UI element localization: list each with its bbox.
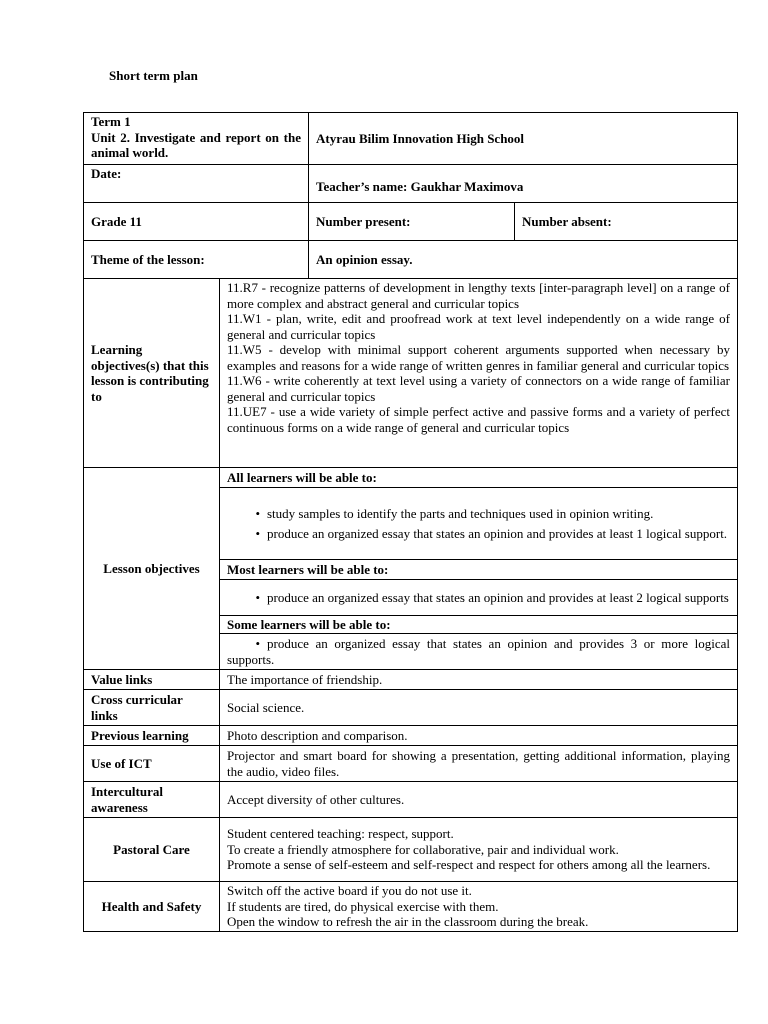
bullet-icon: • (255, 506, 260, 521)
date-label: Date: (84, 165, 309, 203)
value-links-text: The importance of friendship. (220, 670, 738, 690)
pastoral-care-label: Pastoral Care (84, 818, 220, 882)
health-line: Open the window to refresh the air in the classroom during the break. (227, 914, 589, 930)
pastoral-line: Promote a sense of self-esteem and self-respect and respect for others among all the learners. (227, 857, 711, 873)
ict-label: Use of ICT (84, 746, 220, 782)
ict-text: Projector and smart board for showing a presentation, getting additional information, playing the audio, video files. (220, 746, 738, 782)
pastoral-line: To create a friendly atmosphere for collaborative, pair and individual work. (227, 841, 619, 857)
pastoral-care-text (220, 818, 738, 882)
health-safety-text (220, 882, 738, 932)
cross-curricular-text: Social science. (220, 690, 738, 726)
number-present-label: Number present: (309, 203, 515, 241)
short-term-plan-table (83, 112, 738, 932)
objective-item: 11.W5 - develop with minimal support coherent arguments supported when necessary by examples and reasons for a wide range of written genres in familiar general and curricular topics (227, 342, 731, 373)
term-label: Term 1 (91, 114, 131, 129)
teacher-name: Teacher’s name: Gaukhar Maximova (309, 165, 738, 203)
some-learners-heading: Some learners will be able to: (220, 616, 738, 634)
objective-item: 11.W6 - write coherently at text level using a variety of connectors on a wide range of familiar general and curricular topics (227, 373, 731, 404)
school-name: Atyrau Bilim Innovation High School (309, 113, 738, 165)
term-unit-cell (84, 113, 309, 165)
intercultural-text: Accept diversity of other cultures. (220, 782, 738, 818)
health-line: If students are tired, do physical exercise with them. (227, 898, 499, 914)
document-title: Short term plan (109, 68, 198, 83)
lesson-objective-item: • study samples to identify the parts and techniques used in opinion writing. (227, 506, 730, 522)
bullet-icon: • (255, 525, 260, 541)
number-absent-label: Number absent: (515, 203, 738, 241)
objective-item: 11.UE7 - use a wide variety of simple perfect active and passive forms and a variety of perfect continuous forms on a wide range of general and curricular topics (227, 404, 731, 435)
previous-learning-text: Photo description and comparison. (220, 726, 738, 746)
health-safety-label: Health and Safety (84, 882, 220, 932)
bullet-icon: • (255, 636, 260, 651)
most-learners-item: • produce an organized essay that states an opinion and provides at least 2 logical supports (220, 580, 738, 616)
pastoral-line: Student centered teaching: respect, support. (227, 826, 454, 842)
theme-label: Theme of the lesson: (84, 241, 309, 279)
health-line: Switch off the active board if you do not use it. (227, 883, 472, 899)
lesson-objective-item: • produce an organized essay that states an opinion and provides at least 1 logical support. (227, 526, 730, 542)
grade-label: Grade 11 (84, 203, 309, 241)
unit-label: Unit 2. Investigate and report on the animal world. (91, 129, 301, 160)
bullet-icon: • (255, 589, 260, 605)
all-learners-items (220, 488, 738, 560)
objective-item: 11.R7 - recognize patterns of development in lengthy texts [inter-paragraph level] on a range of more complex and abstract general and curricular topics (227, 280, 731, 311)
theme-value: An opinion essay. (309, 241, 738, 279)
cross-curricular-label: Cross curricular links (84, 690, 220, 726)
learning-objectives-label: Learning objectives(s) that this lesson is contributing to (84, 279, 220, 468)
lesson-objectives-label: Lesson objectives (84, 468, 220, 670)
previous-learning-label: Previous learning (84, 726, 220, 746)
objective-item: 11.W1 - plan, write, edit and proofread work at text level independently on a wide range of general and curricular topics (227, 311, 731, 342)
all-learners-heading: All learners will be able to: (220, 468, 738, 488)
intercultural-label: Intercultural awareness (84, 782, 220, 818)
learning-objectives-list (220, 279, 738, 468)
value-links-label: Value links (84, 670, 220, 690)
most-learners-heading: Most learners will be able to: (220, 560, 738, 580)
some-learners-item: • produce an organized essay that states an opinion and provides 3 or more logical supports. (220, 634, 738, 670)
